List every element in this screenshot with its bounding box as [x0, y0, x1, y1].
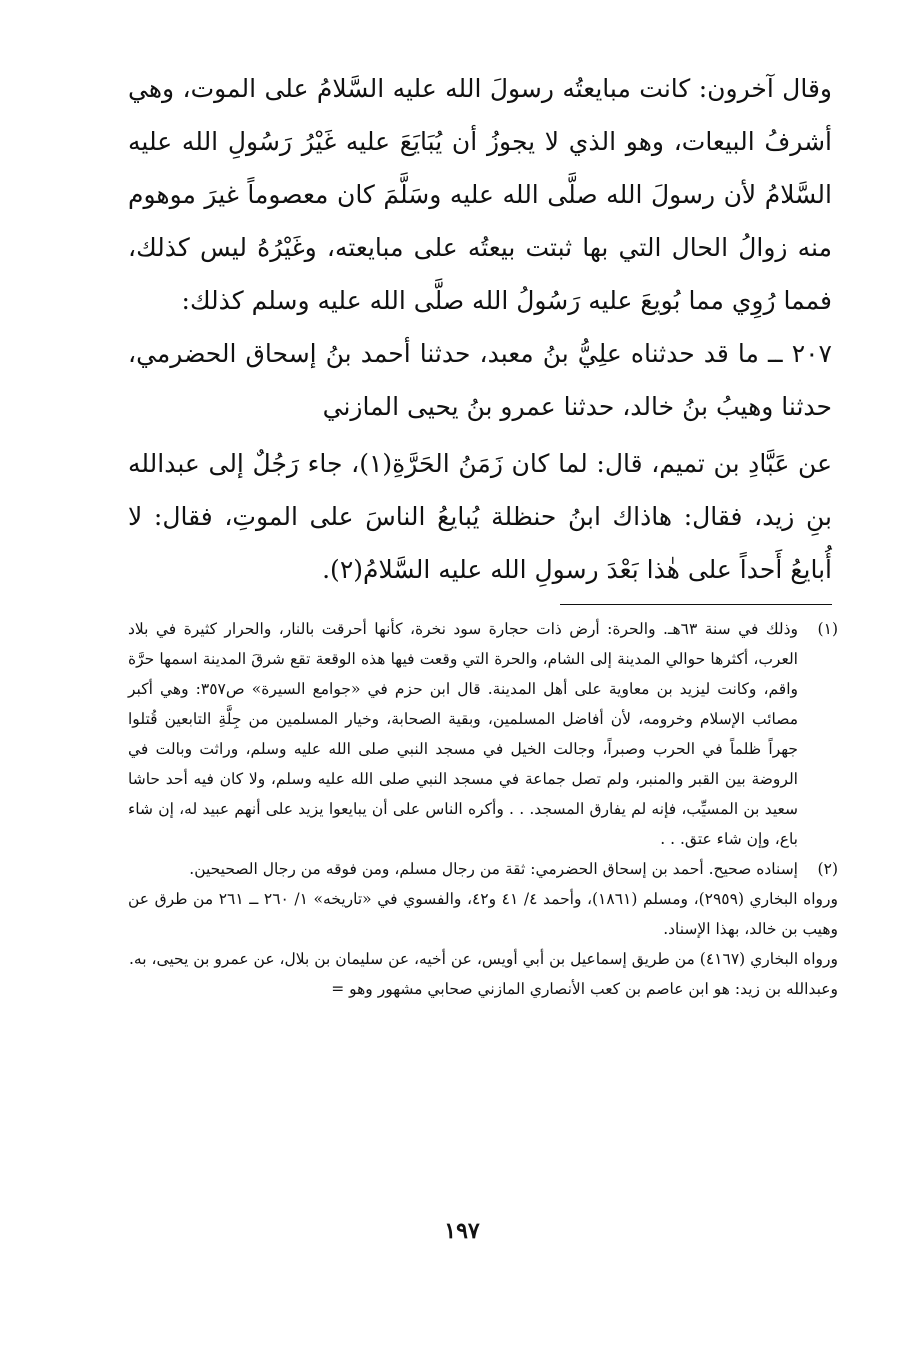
paragraph-intro: وقال آخرون: كانت مبايعتُه رسولَ الله عليه السَّلامُ على الموت، وهي أشرفُ البيعات، وهو الذي لا يجوزُ أن يُبَايَعَ عليه غَيْرُ رَسُولِ الله عليه السَّلامُ لأن رسولَ الله صلَّى الله عليه وسَلَّمَ كان معصوماً غيرَ موهوم منه زوالُ الحال التي بها ثبتت بيعتُه على مبايعته، وغَيْرُهُ ليس كذلك، فمما رُوِي مما بُويعَ عليه رَسُولُ الله صلَّى الله عليه وسلم كذلك:: [128, 74, 832, 315]
footnote-1-number: (١): [817, 620, 838, 638]
paragraph-hadith-isnad: ٢٠٧ ــ ما قد حدثناه علِيُّ بنُ معبد، حدثنا أحمد بنُ إسحاق الحضرمي، حدثنا وهيبُ بنُ خالد، حدثنا عمرو بنُ يحيى المازني: [128, 339, 832, 421]
paragraph-hadith-matn: عن عَبَّادِ بن تميم، قال: لما كان زَمَنُ الحَرَّةِ(١)، جاء رَجُلٌ إلى عبدالله بنِ زيد، فقال: هاذاك ابنُ حنظلة يُبايعُ الناسَ على الموتِ، فقال: لا أُبايعُ أَحداً على هٰذا بَعْدَ رسولِ الله عليه السَّلامُ(٢).: [128, 449, 832, 584]
footnote-2-paragraph-3: ورواه البخاري (٤١٦٧) من طريق إسماعيل بن أبي أويس، عن أخيه، عن سليمان بن بلال، عن عمرو بن يحيى، به.: [128, 950, 838, 968]
footnotes: [128, 614, 838, 1004]
footnote-1-text: وذلك في سنة ٦٣هـ. والحرة: أرض ذات حجارة سود نخرة، كأنها أحرقت بالنار، والحرار كثيرة في بلاد العرب، أكثرها حوالي المدينة إلى الشام، والحرة التي وقعت فيها هذه الوقعة تقع شرقَ المدينة اسمها حرَّة واقم، وكانت ليزيد بن معاوية على أهل المدينة. قال ابن حزم في «جوامع السيرة» ص٣٥٧: وهي أكبر مصائب الإسلام وخرومه، لأن أفاضل المسلمين، وبقية الصحابة، وخيار المسلمين من جِلَّةِ التابعين قُتلوا جهراً ظلماً في الحرب وصبراً، وجالت الخيل في مسجد النبي صلى الله عليه وسلم، وراثت وبالت في الروضة بين القبر والمنبر، ولم تصل جماعة في مسجد النبي صلى الله عليه وسلم، ولا كان فيه أحد حاشا سعيد بن المسيِّب، فإنه لم يفارق المسجد. . . وأكره الناس على أن يبايعوا يزيد على أنهم عبيد له، إن شاء باع، وإن شاء عتق. . .: [128, 620, 798, 848]
footnote-2-number: (٢): [817, 860, 838, 878]
footnote-2-text: إسناده صحيح. أحمد بن إسحاق الحضرمي: ثقة من رجال مسلم، ومن فوقه من رجال الصحيحين.: [189, 860, 798, 878]
footnote-2-paragraph-2: ورواه البخاري (٢٩٥٩)، ومسلم (١٨٦١)، وأحمد ٤/ ٤١ و٤٢، والفسوي في «تاريخه» ١/ ٢٦٠ ــ ٢٦١ من طرق عن وهيب بن خالد، بهذا الإسناد.: [128, 890, 839, 938]
footnote-1: [128, 614, 838, 854]
main-text: [128, 62, 832, 597]
footnote-separator: [560, 604, 832, 605]
footnote-2: [128, 854, 838, 884]
footnote-2-paragraph-4: وعبدالله بن زيد: هو ابن عاصم بن كعب الأنصاري المازني صحابي مشهور وهو =: [331, 980, 838, 998]
page-number: ١٩٧: [444, 1218, 480, 1244]
